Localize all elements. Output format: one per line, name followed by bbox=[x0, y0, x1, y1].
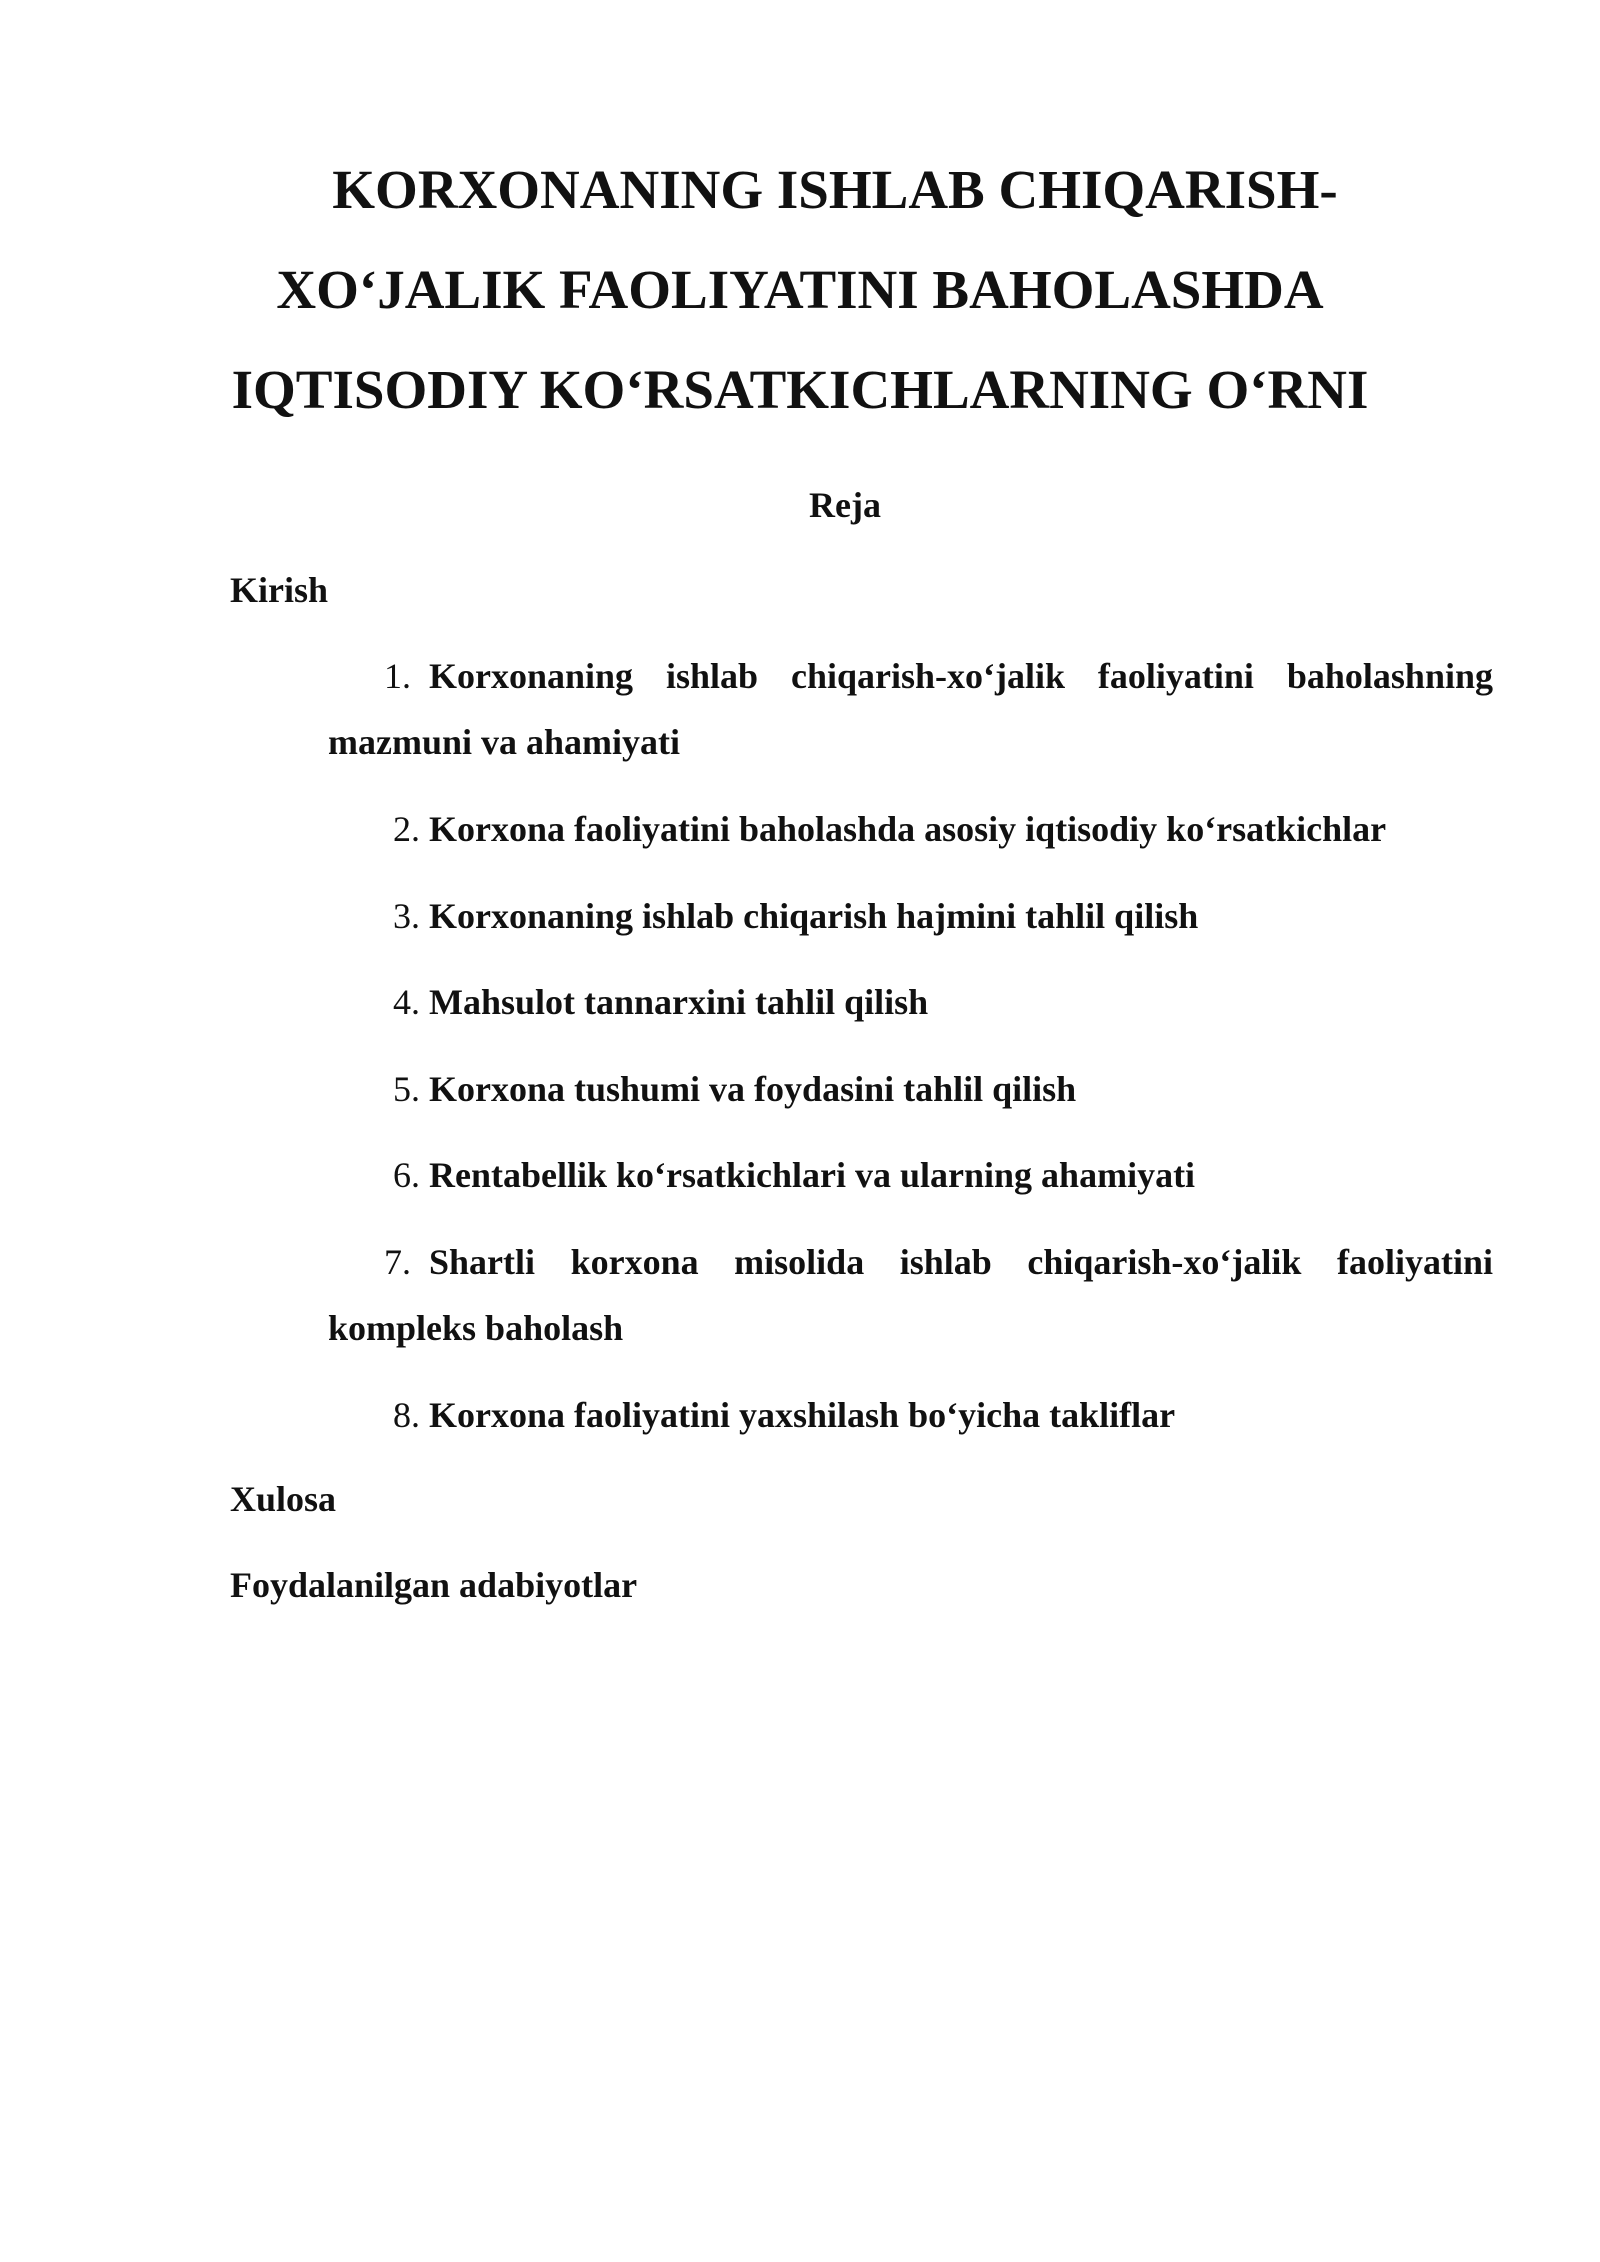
toc-item-number: 8. bbox=[393, 1395, 420, 1435]
toc-item-number: 3. bbox=[393, 896, 420, 936]
document-title bbox=[200, 140, 1400, 440]
plan-heading: Reja bbox=[809, 485, 881, 525]
toc-item-text: Korxona faoliyatini baholashda asosiy iqtisodiy ko‘rsatkichlar bbox=[429, 809, 1387, 849]
toc-item-7 bbox=[328, 1229, 1493, 1361]
toc-item-2 bbox=[328, 796, 1493, 862]
toc-item-4 bbox=[328, 969, 1493, 1035]
toc-item-number: 1. bbox=[384, 656, 411, 696]
toc-item-text: Korxona tushumi va foydasini tahlil qilish bbox=[429, 1069, 1077, 1109]
toc-item-3 bbox=[328, 883, 1493, 949]
toc-item-5 bbox=[328, 1056, 1493, 1122]
toc-item-text: Korxona faoliyatini yaxshilash bo‘yicha takliflar bbox=[429, 1395, 1176, 1435]
title-line-1: KORXONANING ISHLAB CHIQARISH- bbox=[332, 159, 1338, 220]
toc-item-number: 2. bbox=[393, 809, 420, 849]
intro-heading: Kirish bbox=[230, 570, 329, 610]
conclusion-heading: Xulosa bbox=[230, 1479, 337, 1519]
title-line-2: XO‘JALIK FAOLIYATINI BAHOLASHDA bbox=[276, 259, 1324, 320]
toc-item-number: 6. bbox=[393, 1155, 420, 1195]
title-line-3: IQTISODIY KO‘RSATKICHLARNING O‘RNI bbox=[231, 359, 1369, 420]
toc-item-text: Korxonaning ishlab chiqarish-xo‘jalik faoliyatini baholashning mazmuni va ahamiyati bbox=[328, 656, 1493, 762]
toc-item-8 bbox=[328, 1382, 1493, 1448]
toc-item-text: Rentabellik ko‘rsatkichlari va ularning ahamiyati bbox=[429, 1155, 1196, 1195]
toc-item-6 bbox=[328, 1142, 1493, 1208]
toc-item-text: Shartli korxona misolida ishlab chiqarish-xo‘jalik faoliyatini kompleks baholash bbox=[328, 1242, 1493, 1348]
toc-item-text: Mahsulot tannarxini tahlil qilish bbox=[429, 982, 929, 1022]
toc-item-text: Korxonaning ishlab chiqarish hajmini tahlil qilish bbox=[429, 896, 1199, 936]
toc-item-number: 4. bbox=[393, 982, 420, 1022]
toc-item-1 bbox=[328, 643, 1493, 775]
toc-item-number: 7. bbox=[384, 1242, 411, 1282]
toc-item-number: 5. bbox=[393, 1069, 420, 1109]
references-heading: Foydalanilgan adabiyotlar bbox=[230, 1565, 638, 1605]
